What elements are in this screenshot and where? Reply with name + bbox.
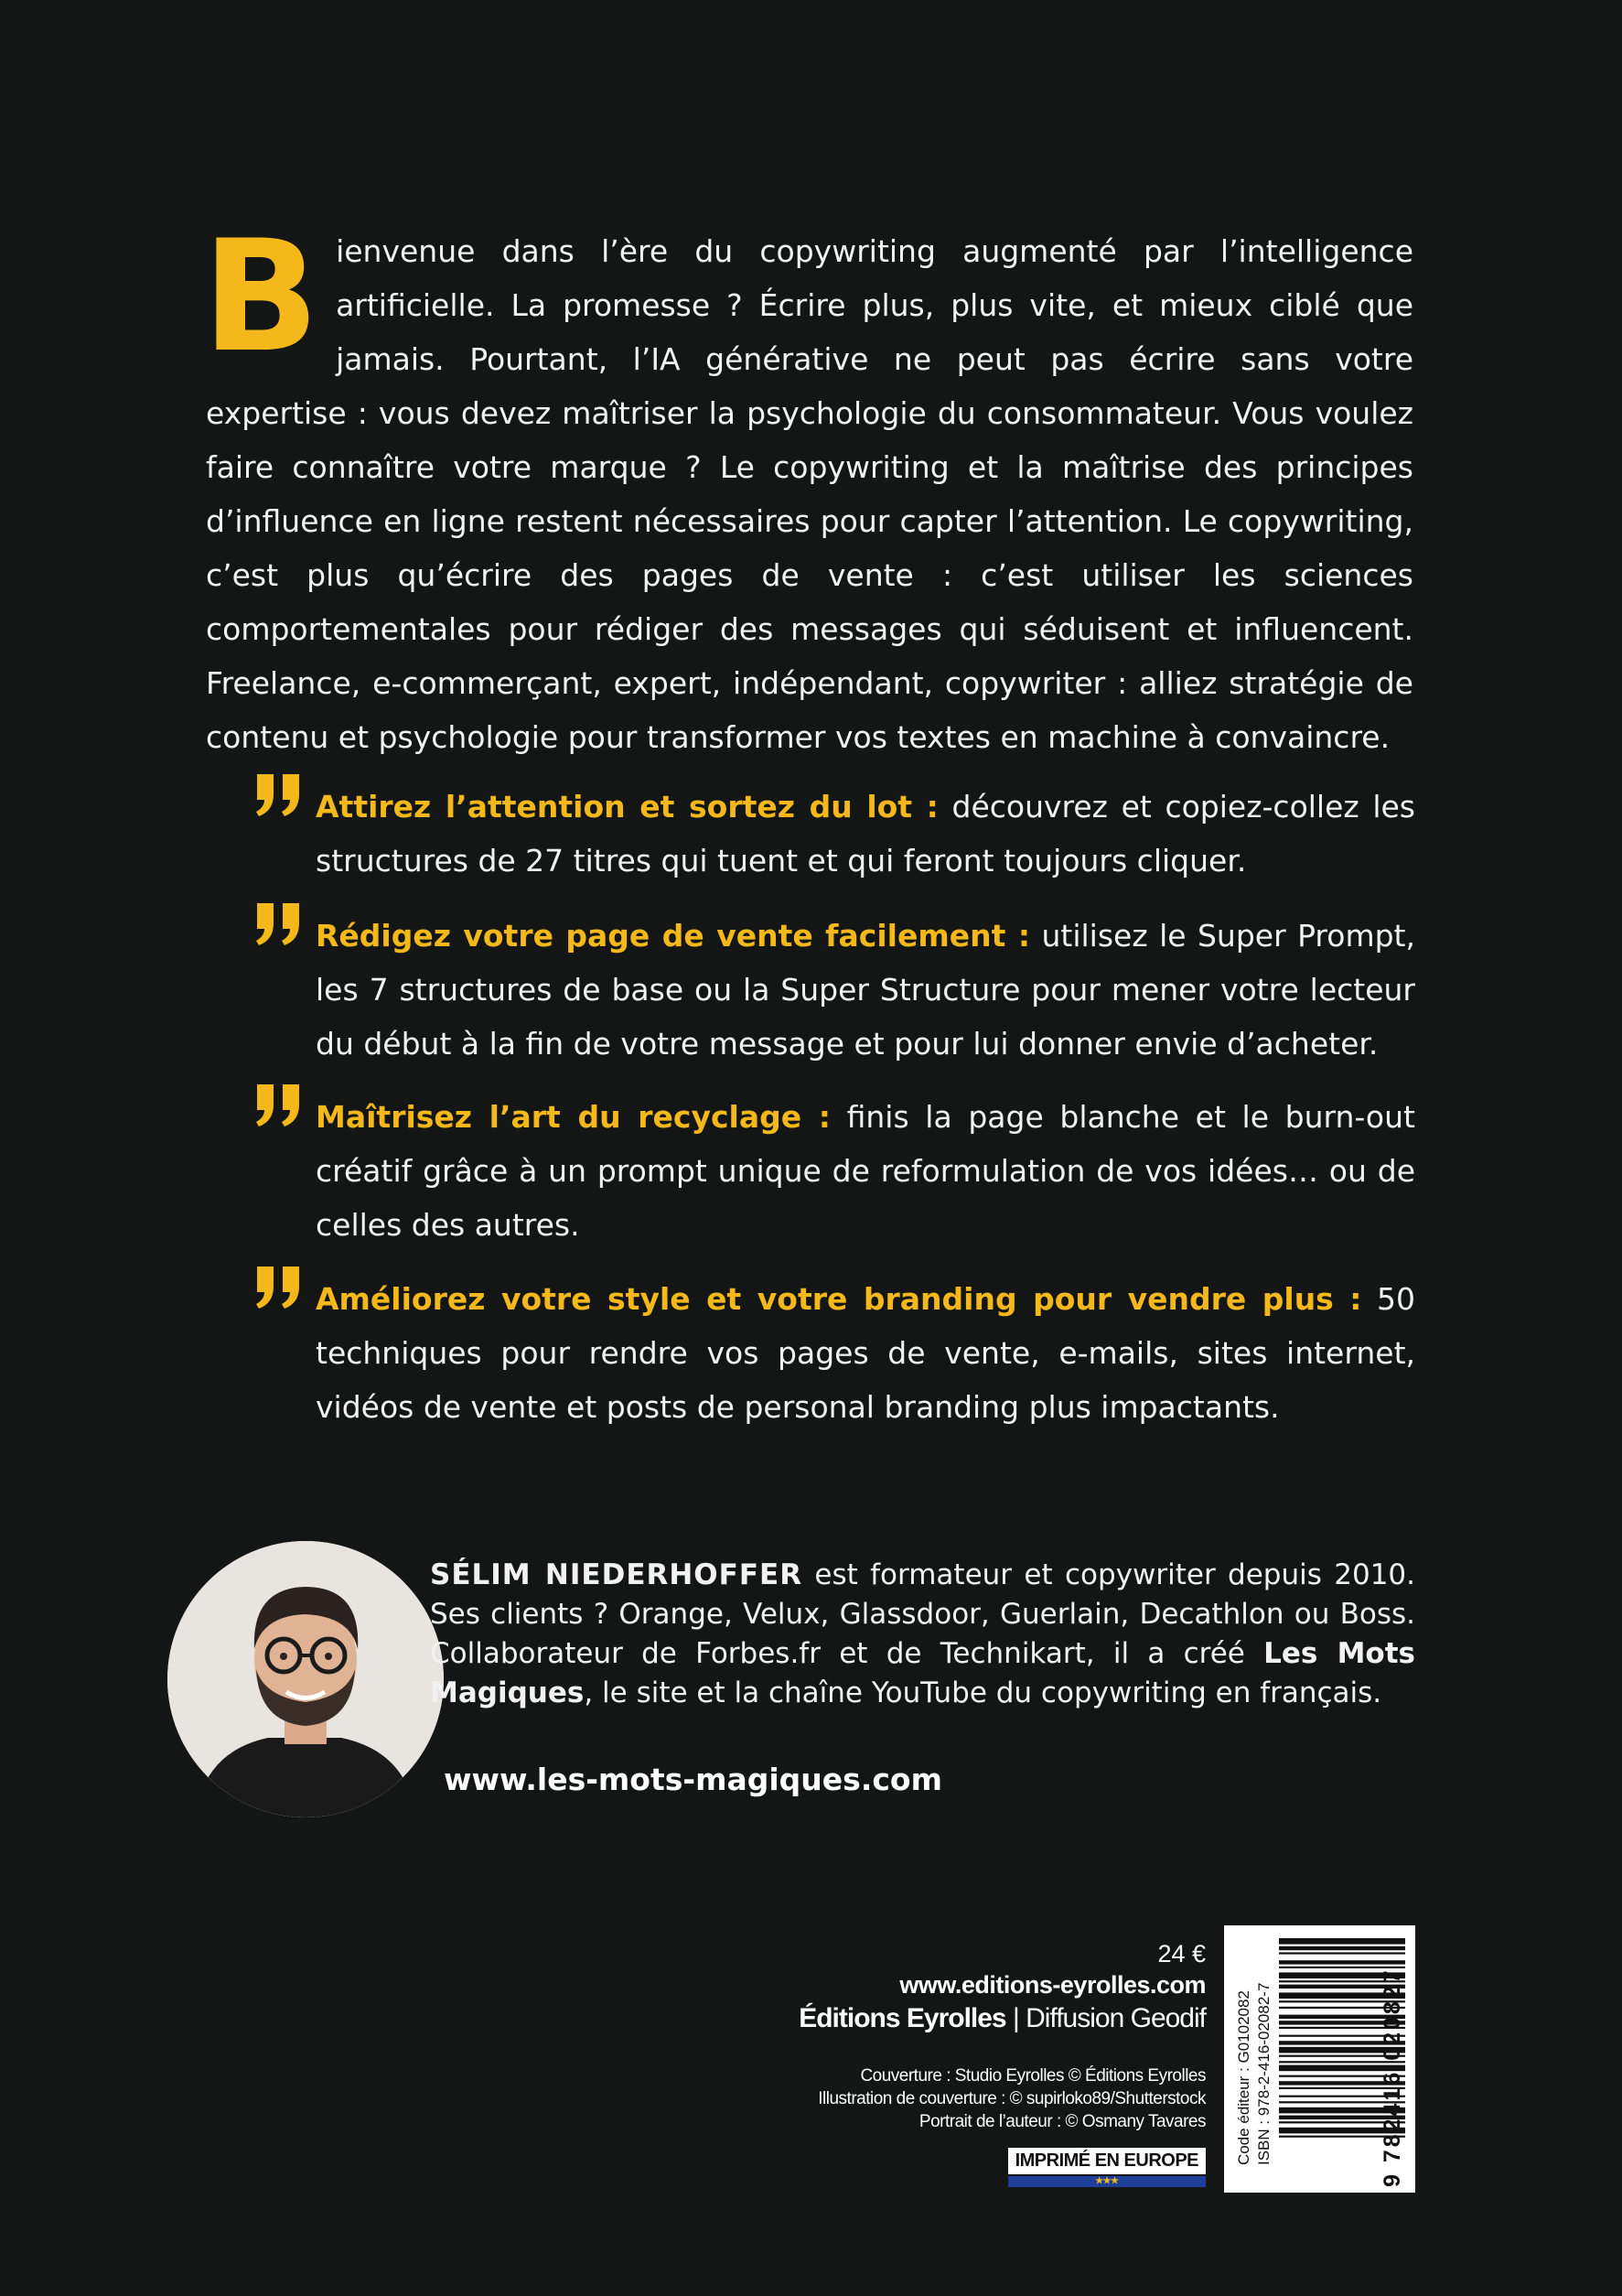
- credit-line: Portrait de l’auteur : © Osmany Tavares: [918, 2112, 1206, 2131]
- publisher-block: [799, 1938, 1206, 2186]
- credit-line: Couverture : Studio Eyrolles © Éditions Eyrolles: [860, 2066, 1206, 2086]
- publisher-line: [799, 2000, 1206, 2037]
- made-in-europe-badge: [1008, 2148, 1206, 2186]
- publisher-separator: |: [1005, 2003, 1026, 2033]
- quote-icon: [252, 772, 306, 818]
- author-portrait: [167, 1541, 444, 1817]
- author-brand: Les Mots Magiques: [430, 1637, 1415, 1709]
- barcode-bar: [1279, 1952, 1405, 1954]
- made-in-label: IMPRIMÉ EN EUROPE: [1015, 2150, 1198, 2171]
- barcode: [1224, 1925, 1415, 2193]
- intro-text: ienvenue dans l’ère du copywriting augmenté par l’intelligence artificielle. La promesse ? Écrire plus, plus vite, et mieux ciblé que jamais. Pourtant, l’IA générative ne peut pas écrire sans votre expertise : vous devez maîtriser la psychologie du consommateur. Vous voulez faire connaître votre marque ? Le copywriting et la maîtrise des principes d’influence en ligne restent nécessaires pour capter l’attention. Le copywriting, c’est plus qu’écrire des pages de vente : c’est utiliser les sciences comportementales pour rédiger des messages qui séduisent et influencent. Freelance, e-commerçant, expert, indépendant, copywriter : alliez stratégie de contenu et psychologie pour transformer vos textes en machine à convaincre.: [206, 233, 1413, 755]
- publisher-url[interactable]: www.editions-eyrolles.com: [899, 1971, 1206, 1999]
- author-bio: [430, 1556, 1415, 1713]
- author-website-link[interactable]: www.les-mots-magiques.com: [444, 1762, 942, 1797]
- drop-cap: B: [202, 207, 320, 386]
- barcode-bar: [1279, 1938, 1405, 1945]
- author-bio-text-end: , le site et la chaîne YouTube du copywriting en français.: [584, 1676, 1382, 1709]
- ean-digits: 9 782416 020827: [1380, 1967, 1405, 2187]
- bullet-item: [256, 1090, 1415, 1252]
- quote-icon: [252, 1265, 306, 1310]
- bullet-item: [256, 780, 1415, 888]
- bullet-text: finis la page blanche et le burn-out créatif grâce à un prompt unique de reformulation de vos idées… ou de celles des autres.: [316, 1099, 1415, 1243]
- price: 24 €: [1157, 1940, 1206, 1967]
- bullet-item: [256, 1272, 1415, 1434]
- bullet-text: utilisez le Super Prompt, les 7 structures de base ou la Super Structure pour mener votre lecteur du début à la fin de votre message et pour lui donner envie d’acheter.: [316, 918, 1415, 1062]
- quote-icon: [252, 1083, 306, 1128]
- bullet-lead: Maîtrisez l’art du recyclage :: [316, 1099, 831, 1135]
- isbn: ISBN : 978-2-416-02082-7: [1255, 1982, 1273, 2165]
- bullet-lead: Rédigez votre page de vente facilement :: [316, 918, 1031, 954]
- quote-icon: [252, 901, 306, 947]
- bullet-lead: Améliorez votre style et votre branding pour vendre plus :: [316, 1281, 1362, 1317]
- stars-strip: ★★★: [1008, 2176, 1206, 2187]
- barcode-bar: [1279, 1960, 1405, 1964]
- code-editeur: Code éditeur : G0102082: [1235, 1990, 1252, 2165]
- credit-line: Illustration de couverture : © supirloko89/Shutterstock: [818, 2089, 1206, 2108]
- credits: [799, 2064, 1206, 2133]
- publisher-name: Éditions Eyrolles: [799, 2003, 1006, 2033]
- distributor: Diffusion Geodif: [1026, 2003, 1206, 2033]
- bullet-text: 50 techniques pour rendre vos pages de vente, e-mails, sites internet, vidéos de vente et posts de personal branding plus impactants.: [316, 1281, 1415, 1425]
- author-name: SÉLIM NIEDERHOFFER: [430, 1558, 803, 1591]
- intro-paragraph: [202, 207, 1413, 764]
- barcode-bar: [1279, 1946, 1405, 1950]
- bullet-text: découvrez et copiez-collez les structures de 27 titres qui tuent et qui feront toujours cliquer.: [316, 789, 1416, 879]
- author-bio-text: est formateur et copywriter depuis 2010. Ses clients ? Orange, Velux, Glassdoor, Guerlain, Decathlon ou Boss. Collaborateur de Forbes.fr et de Technikart, il a créé: [430, 1558, 1415, 1670]
- bullet-item: [256, 909, 1415, 1071]
- bullet-lead: Attirez l’attention et sortez du lot :: [316, 789, 939, 825]
